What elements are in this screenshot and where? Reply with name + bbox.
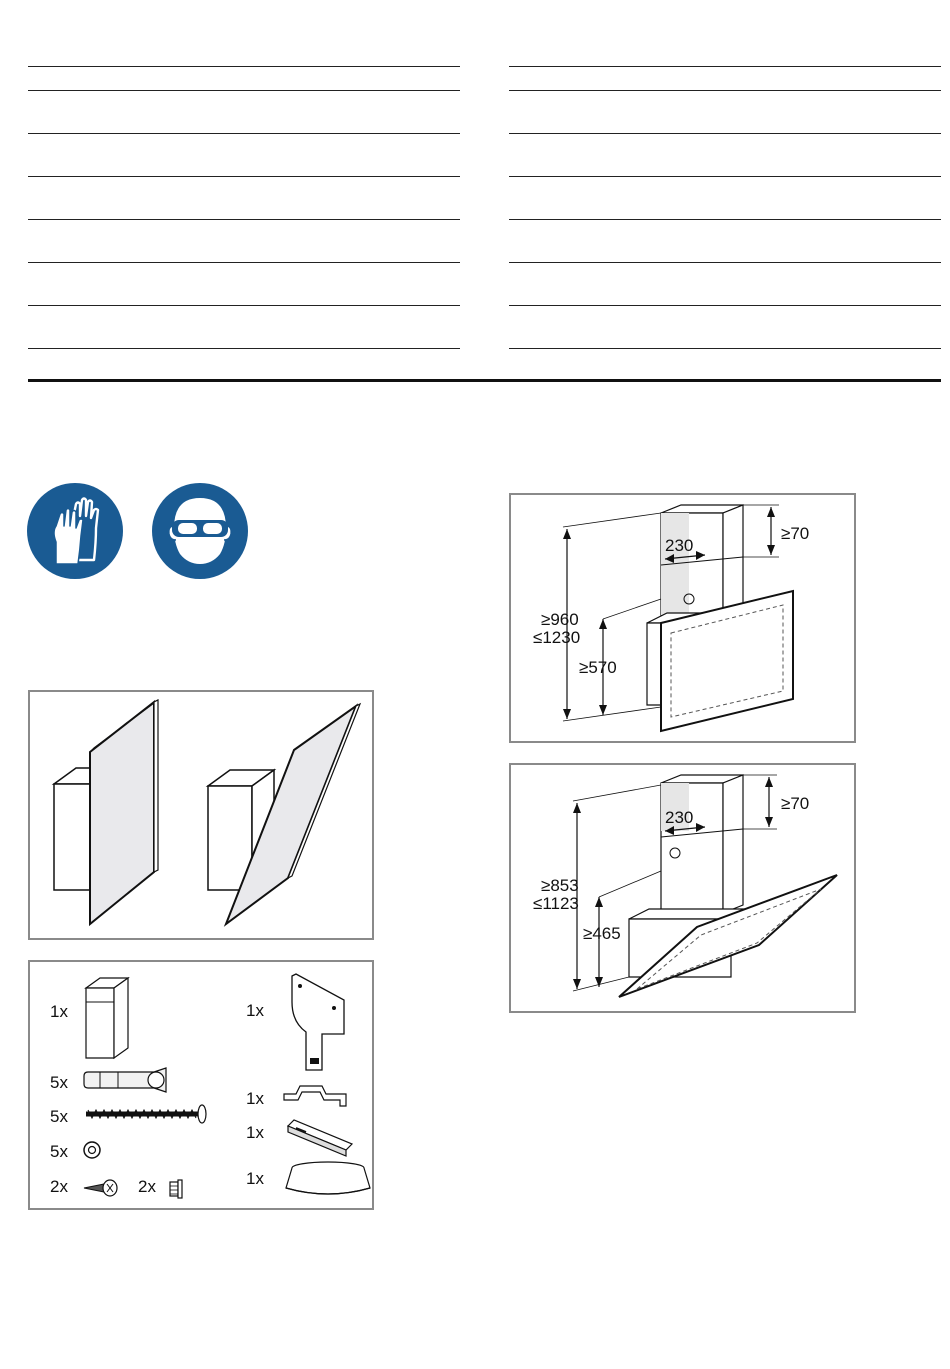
qty-screws-short-a: 2x: [50, 1177, 68, 1196]
pin-screw-icon: [170, 1180, 182, 1198]
table-rule: [28, 219, 460, 220]
qty-rail: 1x: [246, 1123, 264, 1142]
dim-width: 230: [665, 808, 694, 827]
table-rule: [28, 66, 460, 67]
qty-wall-plugs: 5x: [50, 1073, 68, 1092]
parts-list-panel: [28, 960, 374, 1210]
long-screw-icon: [86, 1105, 206, 1123]
dim-top-clearance: ≥70: [781, 794, 810, 813]
dimensions-upright-panel: [509, 493, 856, 743]
rail-icon: [288, 1120, 352, 1156]
inclined-hood-illustration: [208, 704, 360, 924]
table-rule: [509, 66, 941, 67]
dim-top-clearance: ≥70: [781, 524, 810, 543]
table-rule: [509, 176, 941, 177]
safety-goggles-icon: [150, 482, 250, 580]
qty-collar: 1x: [246, 1169, 264, 1188]
table-rule: [509, 262, 941, 263]
upright-hood-illustration: [54, 700, 158, 924]
qty-screws-short-b: 2x: [138, 1177, 156, 1196]
protective-gloves-icon: [26, 482, 124, 580]
table-rule: [28, 305, 460, 306]
chimney-part-icon: [86, 978, 128, 1058]
section-divider: [28, 379, 941, 382]
wall-plug-icon: [84, 1068, 166, 1092]
dim-total-height-min: ≥960: [541, 610, 579, 629]
qty-chimney: 1x: [50, 1002, 68, 1021]
table-rule: [509, 133, 941, 134]
air-collar-icon: [286, 1162, 370, 1194]
mounting-bracket-icon: [292, 974, 344, 1070]
table-rule: [509, 305, 941, 306]
table-rule: [28, 133, 460, 134]
table-rule: [509, 219, 941, 220]
dim-total-height-max: ≤1230: [533, 628, 581, 647]
table-rule: [509, 90, 941, 91]
dim-total-height-max: ≤1123: [533, 894, 579, 913]
table-rule: [28, 90, 460, 91]
table-rule: [28, 176, 460, 177]
short-screw-icon: [84, 1180, 117, 1196]
dim-lower-height: ≥465: [583, 924, 621, 943]
dim-total-height-min: ≥853: [541, 876, 579, 895]
dim-width: 230: [665, 536, 694, 555]
hood-variants-panel: [28, 690, 374, 940]
table-rule: [28, 348, 460, 349]
clip-bracket-icon: [284, 1086, 346, 1106]
qty-clip: 1x: [246, 1089, 264, 1108]
dimensions-inclined-panel: [509, 763, 856, 1013]
qty-bracket-large: 1x: [246, 1001, 264, 1020]
qty-washers: 5x: [50, 1142, 68, 1161]
washer-icon: [84, 1142, 100, 1158]
dim-lower-height: ≥570: [579, 658, 617, 677]
table-rule: [28, 262, 460, 263]
qty-screws-long: 5x: [50, 1107, 68, 1126]
table-rule: [509, 348, 941, 349]
